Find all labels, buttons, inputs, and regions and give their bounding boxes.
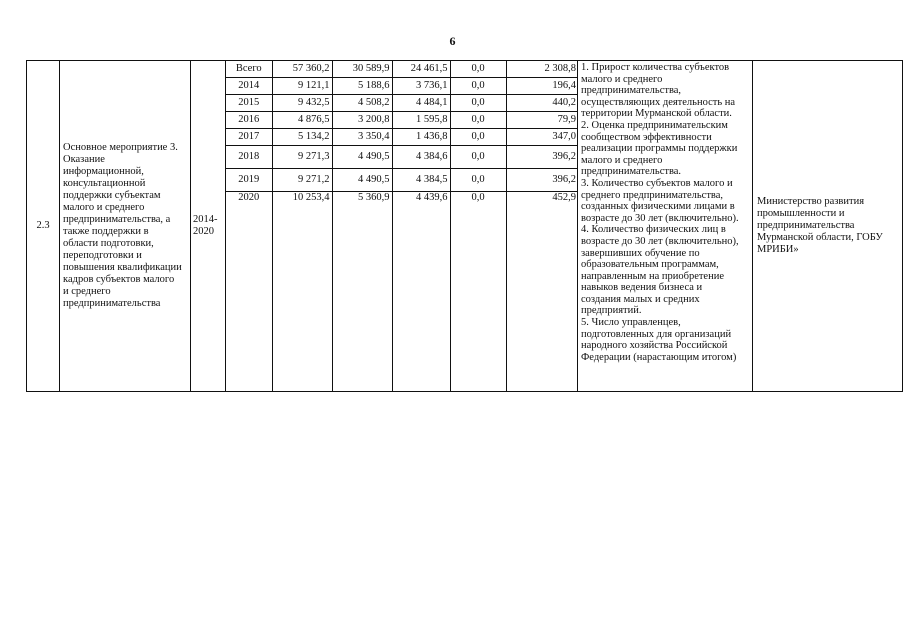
activity-description-cell — [60, 61, 191, 392]
financing-total: 9 121,1 — [272, 78, 332, 95]
financing-year: 2017 — [226, 129, 272, 146]
financing-other: 196,4 — [506, 78, 578, 95]
financing-municipal: 0,0 — [450, 146, 506, 169]
financing-total: 4 876,5 — [272, 112, 332, 129]
financing-year: 2015 — [226, 95, 272, 112]
financing-federal: 4 484,1 — [392, 95, 450, 112]
implementation-period: 2014- 2020 — [193, 214, 218, 237]
financing-regional: 3 350,4 — [332, 129, 392, 146]
financing-row-2015 — [226, 95, 578, 112]
financing-regional: 5 188,6 — [332, 78, 392, 95]
financing-total: 10 253,4 — [272, 192, 332, 392]
row-number: 2.3 — [27, 61, 60, 392]
financing-municipal: 0,0 — [450, 129, 506, 146]
financing-municipal: 0,0 — [450, 78, 506, 95]
financing-federal: 1 436,8 — [392, 129, 450, 146]
activity-description: Основное мероприятие 3. Оказание информационной, консультационной поддержки субъектам малого и среднего предпринимательства, а также поддержки в области подготовки, переподготовки и повышения квалификации кадров субъектов малого и среднего предпринимательства — [63, 142, 182, 309]
target-indicators: 1. Прирост количества субъектов малого и среднего предпринимательства, осуществляющих деятельность на территории Мурманской области. 2. Оценка предпринимательским сообществом эффективности реализации программы поддержки малого и среднего предпринимательства. 3. Количество субъектов малого и среднего предпринимательства, созданных физическими лицами в возрасте до 30 лет (включительно). 4. Количество физических лиц в возрасте до 30 лет (включительно), завершивших обучение по образовательным программам, направленным на приобретение навыков ведения бизнеса и создания малых и средних предприятий. 5. Число управленцев, подготовленных для организаций народного хозяйства Российской Федерации (нарастающим итогом) — [581, 62, 739, 363]
financing-federal: 3 736,1 — [392, 78, 450, 95]
financing-municipal: 0,0 — [450, 95, 506, 112]
financing-row-2019 — [226, 169, 578, 192]
financing-year: 2016 — [226, 112, 272, 129]
financing-year: Всего — [226, 61, 272, 78]
implementation-period-cell — [191, 61, 226, 392]
financing-total: 5 134,2 — [272, 129, 332, 146]
page-number: 6 — [449, 34, 456, 48]
financing-municipal: 0,0 — [450, 169, 506, 192]
table-row — [27, 61, 903, 392]
financing-other: 452,9 — [552, 192, 576, 203]
target-indicators-cell — [578, 61, 753, 392]
financing-federal: 4 439,6 — [392, 192, 450, 392]
financing-municipal: 0,0 — [450, 61, 506, 78]
financing-row-2017 — [226, 129, 578, 146]
financing-federal: 4 384,5 — [392, 169, 450, 192]
financing-municipal: 0,0 — [450, 192, 506, 392]
financing-other: 396,2 — [506, 146, 578, 169]
financing-total: 9 271,3 — [272, 146, 332, 169]
financing-other: 79,9 — [506, 112, 578, 129]
financing-federal: 4 384,6 — [392, 146, 450, 169]
financing-row-2020 — [226, 192, 578, 392]
financing-cell — [226, 61, 578, 392]
financing-regional: 30 589,9 — [332, 61, 392, 78]
financing-table — [226, 61, 578, 391]
financing-row-2016 — [226, 112, 578, 129]
responsible-executor: Министерство развития промышленности и предпринимательства Мурманской области, ГОБУ МРИБИ» — [757, 196, 883, 255]
financing-regional: 3 200,8 — [332, 112, 392, 129]
financing-municipal: 0,0 — [450, 112, 506, 129]
financing-year: 2020 — [226, 192, 272, 392]
financing-other: 347,0 — [506, 129, 578, 146]
financing-year: 2014 — [226, 78, 272, 95]
financing-regional: 4 490,5 — [332, 169, 392, 192]
financing-federal: 1 595,8 — [392, 112, 450, 129]
financing-other: 440,2 — [506, 95, 578, 112]
financing-total: 9 271,2 — [272, 169, 332, 192]
financing-row-2014 — [226, 78, 578, 95]
financing-year: 2019 — [226, 169, 272, 192]
financing-regional: 4 508,2 — [332, 95, 392, 112]
financing-other: 2 308,8 — [506, 61, 578, 78]
program-activities-table — [26, 60, 903, 392]
financing-row-2018 — [226, 146, 578, 169]
financing-year: 2018 — [226, 146, 272, 169]
financing-row-total — [226, 61, 578, 78]
financing-regional: 5 360,9 — [332, 192, 392, 392]
financing-total: 57 360,2 — [272, 61, 332, 78]
financing-other: 396,2 — [506, 169, 578, 192]
financing-federal: 24 461,5 — [392, 61, 450, 78]
responsible-executor-cell — [753, 61, 903, 392]
financing-regional: 4 490,5 — [332, 146, 392, 169]
financing-total: 9 432,5 — [272, 95, 332, 112]
